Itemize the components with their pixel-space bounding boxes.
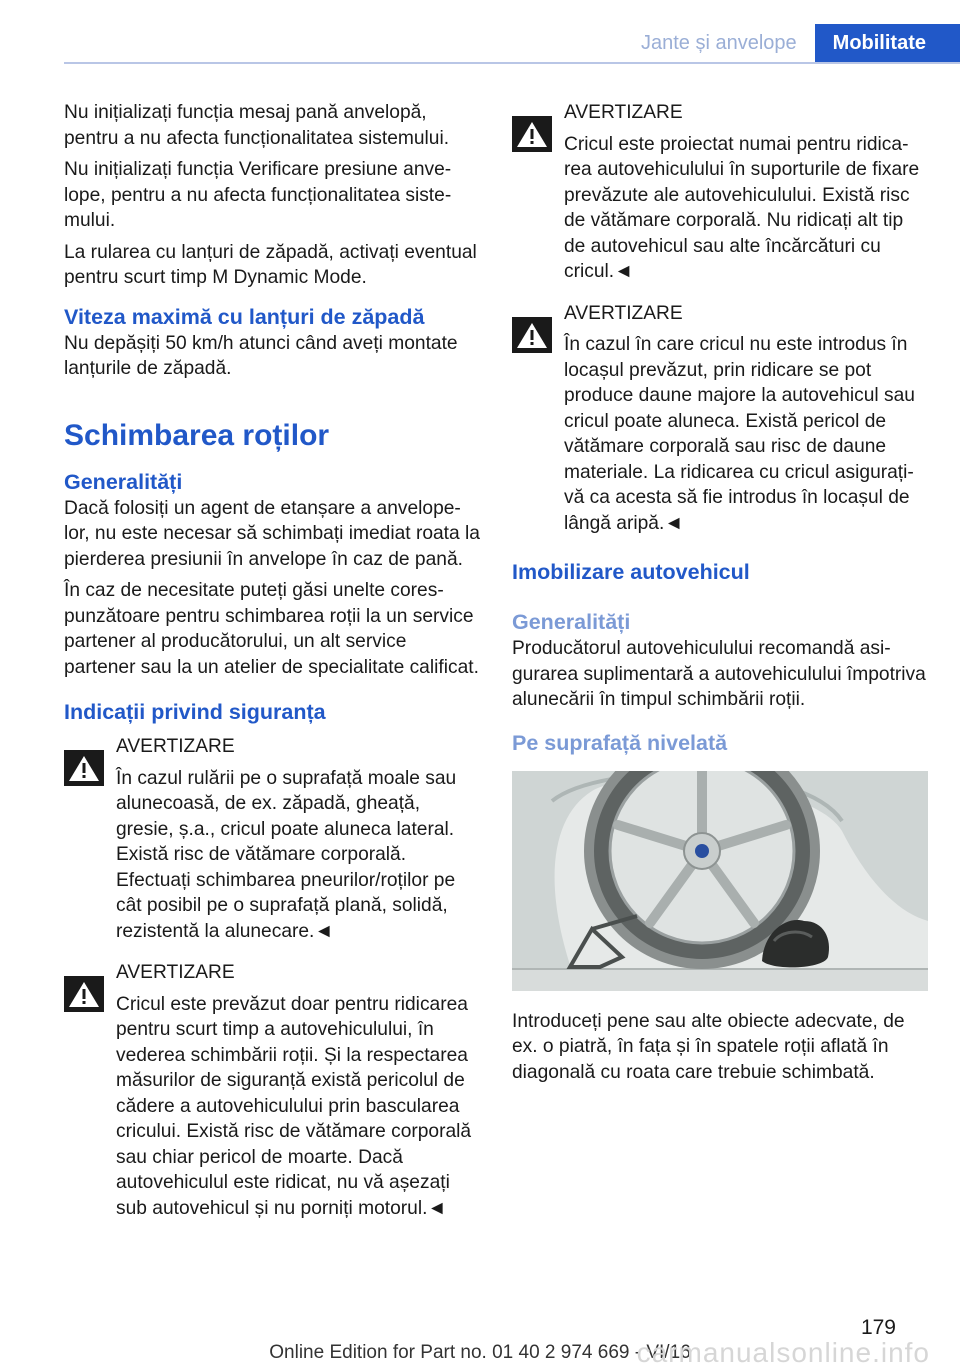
heading-level-surface: Pe suprafață nivelată — [512, 730, 728, 755]
warning-triangle-icon — [64, 976, 104, 1012]
heading-wheel-change: Schimbarea roților — [64, 418, 330, 452]
header-section-tab[interactable]: Jante și anvelope — [640, 32, 797, 54]
edition-footer: Online Edition for Part no. 01 40 2 974 669 - VI/16 — [269, 1342, 691, 1363]
warning-triangle-icon — [64, 750, 104, 786]
warning-text: În cazul rulării pe o suprafață moale sau alunecoasă, de ex. zăpadă, gheață, gresie, ș.a., cricul poate aluneca lateral. Există risc de vătămare corporală. Efectuați schimbarea pneurilor/roților pe cât posibil pe o suprafață plană, solidă, rezistentă la alunecare.◄ — [116, 767, 457, 942]
paragraph: Nu depășiți 50 km/h atunci când aveți montate lanțurile de zăpadă. — [64, 332, 458, 379]
header-chapter-tab[interactable]: Mobilitate — [815, 24, 960, 62]
warning-text: Cricul este proiectat numai pentru ridicarea autovehiculului în suporturile de fixare prevăzute ale autovehiculului. Există risc de vătămare corporală. Nu ridicați alt tip de autovehicul sau alte încărcături cu cricul.◄ — [564, 133, 920, 282]
right-column — [512, 100, 928, 1091]
paragraph: La rularea cu lanțuri de zăpadă, activați eventual pentru scurt timp M Dynamic Mode. — [64, 241, 477, 288]
paragraph: Nu inițializați funcția Verificare presiune anvelope, pentru a nu afecta funcționalitatea sistemului. — [64, 159, 452, 231]
heading-safety: Indicații privind siguranța — [64, 700, 326, 724]
paragraph: În caz de necesitate puteți găsi unelte corespunzătoare pentru schimbarea roții la un service partener al producătorului, un alt service partener sau la un atelier de specialitate calificat. — [64, 580, 479, 678]
warning-label: AVERTIZARE — [116, 962, 235, 983]
page-header — [623, 24, 960, 62]
paragraph: Dacă folosiți un agent de etanșare a anvelopelor, nu este necesar să schimbați imediat roata la pierderea presiunii în anvelope în caz de pană. — [64, 497, 480, 570]
warning-label: AVERTIZARE — [564, 302, 683, 324]
paragraph: Introduceți pene sau alte obiecte adecvate, de ex. o piatră, în fața și în spatele roții aflată în diagonală cu roata care trebuie schimbată. — [512, 1010, 905, 1083]
warning-triangle-icon — [512, 116, 552, 152]
warning-block — [64, 960, 480, 1221]
warning-label: AVERTIZARE — [116, 736, 235, 757]
warning-text: Cricul este prevăzut doar pentru ridicarea pentru scurt timp a autovehiculului, în vederea schimbării roții. Și la respectarea măsurilor de siguranță există pericolul de cădere a autovehiculului prin bascularea cricului. Există risc de vătămare corporală sau chiar pericol de moarte. Dacă autovehiculul este ridicat, nu vă așezați sub autovehicul și nu porniți motorul.◄ — [116, 993, 472, 1219]
heading-immobilize: Imobilizare autovehicul — [512, 560, 750, 584]
heading-general: Generalități — [512, 610, 631, 634]
left-column — [64, 100, 480, 1227]
header-rule — [64, 62, 960, 64]
heading-general: Generalități — [64, 469, 183, 494]
heading-max-speed: Viteza maximă cu lanțuri de zăpadă — [64, 304, 425, 329]
warning-label: AVERTIZARE — [564, 102, 683, 123]
warning-text: În cazul în care cricul nu este introdus în locașul prevăzut, prin ridicare se pot produce daune majore la autovehicul sau cricul poate aluneca. Există pericol de vătămare corporală sau risc de daune materiale. La ridicarea cu cricul asigurați-vă ca acesta să fie introdus în locașul de lângă aripă.◄ — [564, 334, 915, 534]
warning-block — [64, 734, 480, 944]
paragraph: Nu inițializați funcția mesaj pană anvelopă, pentru a nu afecta funcționalitatea sistemului. — [64, 102, 450, 149]
warning-triangle-icon — [512, 317, 552, 353]
warning-block — [512, 100, 928, 285]
car-wheel-jack-image — [512, 771, 928, 991]
warning-block — [512, 301, 928, 537]
page-number: 179 — [860, 1316, 896, 1339]
wheel-chock-illustration — [512, 771, 928, 991]
watermark: carmanualsonline.info — [636, 1337, 930, 1368]
paragraph: Producătorul autovehiculului recomandă asigurarea suplimentară a autovehiculului împotriva alunecării în timpul schimbării roții. — [512, 638, 926, 710]
